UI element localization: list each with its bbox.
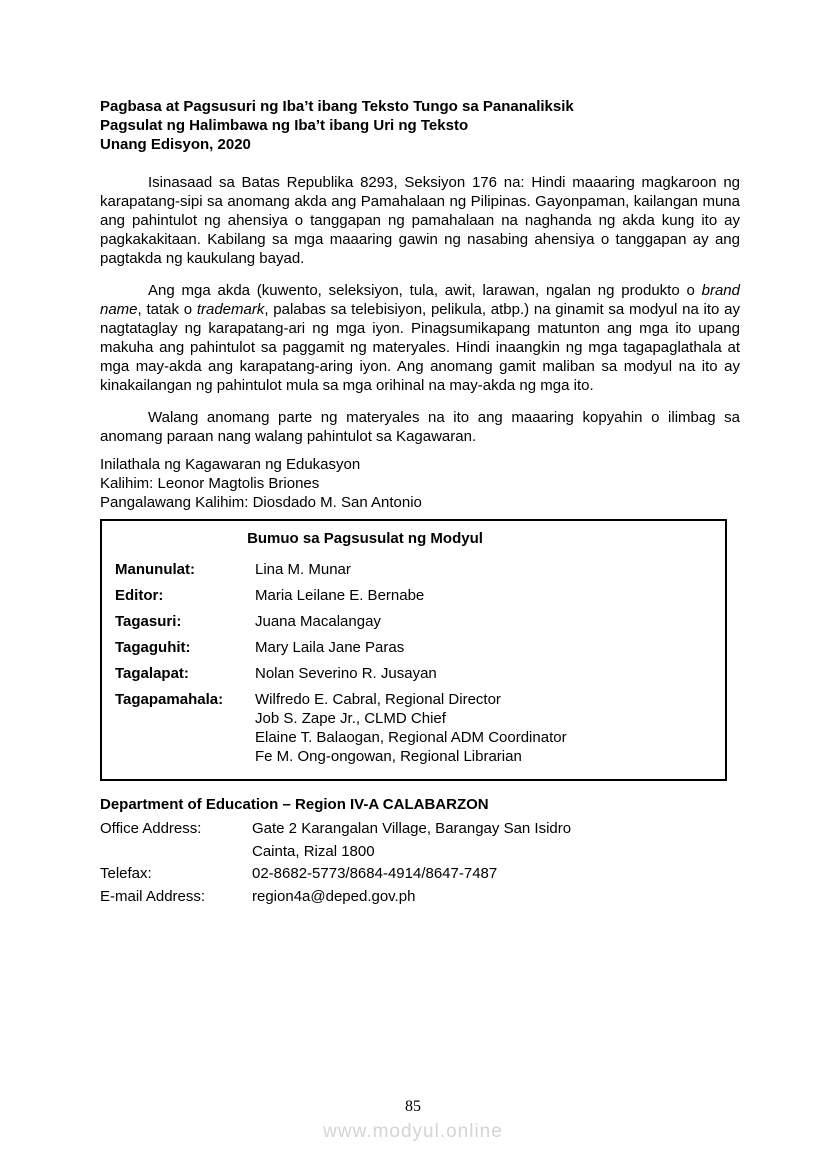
contact-label: Telefax: bbox=[100, 865, 152, 882]
credits-person-name: Nolan Severino R. Jusayan bbox=[255, 665, 437, 682]
credits-role-values bbox=[255, 664, 437, 683]
deped-region-heading: Department of Education – Region IV-A CALABARZON bbox=[100, 796, 489, 813]
secretary-line: Kalihim: Leonor Magtolis Briones bbox=[100, 475, 320, 492]
credits-row-tagalapat bbox=[115, 664, 715, 683]
credits-role-values bbox=[255, 638, 404, 657]
credits-person-name: Wilfredo E. Cabral, Regional Director bbox=[255, 691, 501, 708]
publisher-block bbox=[100, 455, 740, 512]
paragraph-copyright-works-part1: Ang mga akda (kuwento, seleksiyon, tula, awit, larawan, ngalan ng produkto o bbox=[148, 282, 702, 299]
contact-value: region4a@deped.gov.ph bbox=[252, 887, 416, 905]
contact-row-email bbox=[100, 886, 740, 909]
credits-row-tagaguhit bbox=[115, 638, 715, 657]
credits-role-label: Tagasuri: bbox=[115, 613, 182, 630]
credits-person-name: Maria Leilane E. Bernabe bbox=[255, 587, 425, 604]
publisher-line: Inilathala ng Kagawaran ng Edukasyon bbox=[100, 456, 361, 473]
module-title-line-1: Pagbasa at Pagsusuri ng Iba’t ibang Teksto Tungo sa Pananaliksik bbox=[100, 98, 574, 115]
paragraph-reproduction-notice: Walang anomang parte ng materyales na ito ang maaaring kopyahin o ilimbag sa anomang paraan nang walang pahintulot sa Kagawaran. bbox=[100, 409, 740, 445]
contact-row-office-address bbox=[100, 818, 740, 863]
credits-person-name: Job S. Zape Jr., CLMD Chief bbox=[255, 710, 446, 727]
credits-role-values bbox=[255, 612, 381, 631]
paragraph-copyright-works-part2: , tatak o bbox=[137, 301, 197, 318]
credits-person-name: Elaine T. Balaogan, Regional ADM Coordinator bbox=[255, 729, 567, 746]
italic-brand-name: brand name bbox=[100, 282, 740, 318]
credits-role-values bbox=[255, 586, 424, 605]
paragraph-copyright-works bbox=[100, 281, 740, 395]
contact-values bbox=[252, 863, 497, 886]
credits-row-manunulat bbox=[115, 560, 715, 579]
contact-values bbox=[252, 818, 571, 863]
credits-row-tagasuri bbox=[115, 612, 715, 631]
contact-value: Cainta, Rizal 1800 bbox=[252, 842, 375, 860]
contact-value: Gate 2 Karangalan Village, Barangay San Isidro bbox=[252, 820, 572, 837]
credits-role-label: Tagapamahala: bbox=[115, 691, 224, 708]
page-content bbox=[100, 97, 740, 908]
credits-person-name: Lina M. Munar bbox=[255, 561, 351, 578]
credits-box-title: Bumuo sa Pagsusulat ng Modyul bbox=[247, 530, 483, 547]
contact-label: Office Address: bbox=[100, 820, 202, 837]
contact-value: 02-8682-5773/8684-4914/8647-7487 bbox=[252, 865, 498, 882]
credits-row-tagapamahala bbox=[115, 690, 715, 766]
paragraph-copyright-notice: Isinasaad sa Batas Republika 8293, Seksiyon 176 na: Hindi maaaring magkaroon ng karapatang-sipi sa anomang akda ang Pamahalaan ng Pilipinas. Gayonpaman, kailangan muna ang pahintulot ng ahensiya o tanggapan ng pamahalaan na naghanda ng akda kung ito ay pagkakakitaan. Kabilang sa mga maaaring gawin ng nasabing ahensiya o tanggapan ay ang pagtakda ng kaukulang bayad. bbox=[100, 174, 740, 267]
contact-block bbox=[100, 795, 740, 908]
page-number: 85 bbox=[405, 1098, 421, 1115]
watermark-text: www.modyul.online bbox=[323, 1121, 503, 1142]
credits-role-label: Tagalapat: bbox=[115, 665, 189, 682]
module-title-line-2: Pagsulat ng Halimbawa ng Iba’t ibang Uri ng Teksto bbox=[100, 117, 469, 134]
credits-person-name: Mary Laila Jane Paras bbox=[255, 639, 405, 656]
italic-trademark: trademark bbox=[196, 301, 265, 318]
paragraph-copyright-works-part3: , palabas sa telebisiyon, pelikula, atbp.) na ginamit sa modyul na ito ay nagtataglay ng karapatang-ari ng mga iyon. Pinagsumikapang matunton ang mga ito upang makuha ang pahintulot sa paggamit ng materyales. Hindi inaangkin ng mga tagapaglathala at mga may-akda ang karapatang-aring iyon. Ang anomang gamit maliban sa modyul na ito ay kinakailangan ng pahintulot mula sa mga orihinal na may-akda ng mga ito. bbox=[100, 301, 740, 394]
contact-values bbox=[252, 886, 415, 909]
credits-role-values bbox=[255, 690, 567, 766]
credits-person-name: Juana Macalangay bbox=[255, 613, 381, 630]
module-edition-line: Unang Edisyon, 2020 bbox=[100, 136, 251, 153]
contact-label: E-mail Address: bbox=[100, 887, 206, 905]
credits-box bbox=[100, 519, 727, 781]
credits-role-values bbox=[255, 560, 351, 579]
credits-person-name: Fe M. Ong-ongowan, Regional Librarian bbox=[255, 748, 522, 765]
module-title-block bbox=[100, 97, 740, 154]
contact-row-telefax bbox=[100, 863, 740, 886]
credits-row-editor bbox=[115, 586, 715, 605]
credits-role-label: Tagaguhit: bbox=[115, 639, 191, 656]
credits-role-label: Manunulat: bbox=[115, 561, 195, 578]
credits-role-label: Editor: bbox=[115, 587, 164, 604]
undersecretary-line: Pangalawang Kalihim: Diosdado M. San Antonio bbox=[100, 494, 422, 511]
